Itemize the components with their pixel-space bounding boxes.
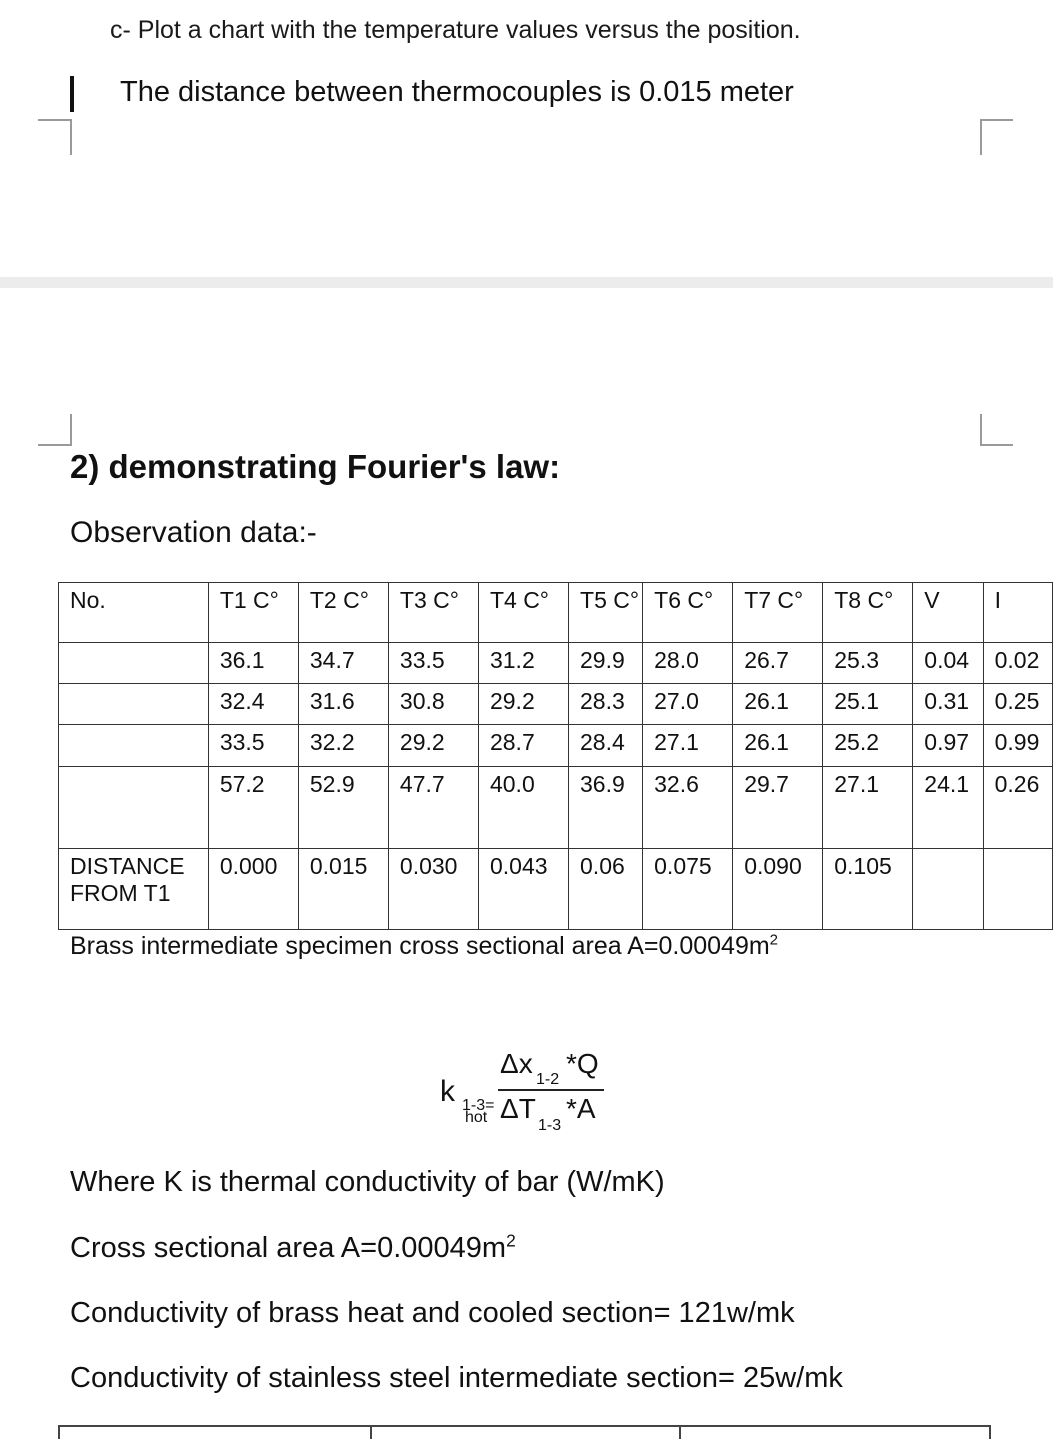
table-cell: 0.02	[983, 643, 1052, 684]
observation-table	[58, 582, 1053, 930]
header-cell: T3 C°	[388, 583, 478, 643]
area-superscript: 2	[506, 1230, 516, 1251]
crop-mark-top-right	[980, 119, 1013, 155]
formula-denominator: ΔT	[500, 1093, 536, 1124]
table-cell	[59, 643, 209, 684]
next-table-top-border	[58, 1425, 990, 1427]
fraction-bar	[498, 1089, 604, 1091]
distance-cell: 0.075	[643, 849, 733, 930]
table-cell: 28.7	[478, 725, 568, 767]
header-cell: T2 C°	[298, 583, 388, 643]
distance-cell: 0.043	[478, 849, 568, 930]
table-cell: 24.1	[913, 767, 983, 849]
table-cell: 30.8	[388, 684, 478, 725]
table-cell: 33.5	[208, 725, 298, 767]
table-cell: 31.2	[478, 643, 568, 684]
distance-label: DISTANCE FROM T1	[59, 849, 209, 930]
steel-conductivity: Conductivity of stainless steel intermediate section= 25w/mk	[70, 1362, 843, 1394]
header-cell: T1 C°	[208, 583, 298, 643]
formula-k: k	[440, 1075, 455, 1108]
header-cell: T7 C°	[733, 583, 823, 643]
header-cell: T6 C°	[643, 583, 733, 643]
table-cell	[59, 684, 209, 725]
caption-text: Brass intermediate specimen cross sectional area A=0.00049m	[70, 932, 770, 960]
formula-numerator-subscript: 1-2	[536, 1071, 560, 1088]
table-cell: 47.7	[388, 767, 478, 849]
distance-cell: 0.000	[208, 849, 298, 930]
table-cell: 0.31	[913, 684, 983, 725]
table-cell	[59, 767, 209, 849]
table-cell: 28.0	[643, 643, 733, 684]
crop-mark-top-left	[38, 119, 72, 155]
table-cell: 34.7	[298, 643, 388, 684]
table-cell: 29.7	[733, 767, 823, 849]
area-note	[70, 1232, 516, 1265]
formula-denominator-subscript: 1-3	[538, 1117, 562, 1134]
table-header-row	[59, 583, 1053, 643]
table-row	[59, 643, 1053, 684]
distance-cell: 0.06	[569, 849, 643, 930]
table-row	[59, 725, 1053, 767]
distance-cell: 0.030	[388, 849, 478, 930]
specimen-caption	[70, 932, 778, 961]
table-cell: 0.99	[983, 725, 1052, 767]
distance-cell	[983, 849, 1052, 930]
brass-conductivity: Conductivity of brass heat and cooled section= 121w/mk	[70, 1297, 795, 1329]
area-text: Cross sectional area A=0.00049m	[70, 1232, 507, 1264]
crop-mark-bottom-right	[980, 414, 1013, 446]
formula-k-subscript: 1-3=	[462, 1097, 495, 1114]
fourier-formula	[440, 1045, 620, 1145]
instruction-c: c- Plot a chart with the temperature values versus the position.	[110, 16, 801, 44]
text-cursor	[70, 76, 74, 112]
table-cell: 36.1	[208, 643, 298, 684]
table-cell: 26.1	[733, 684, 823, 725]
table-cell: 0.26	[983, 767, 1052, 849]
distance-cell	[913, 849, 983, 930]
table-cell: 0.97	[913, 725, 983, 767]
formula-denominator-tail: *A	[566, 1093, 596, 1124]
header-cell: V	[913, 583, 983, 643]
table-cell: 0.04	[913, 643, 983, 684]
table-cell: 27.1	[643, 725, 733, 767]
k-definition: Where K is thermal conductivity of bar (W/mK)	[70, 1166, 665, 1198]
table-cell: 40.0	[478, 767, 568, 849]
table-cell: 25.1	[823, 684, 913, 725]
header-cell: T8 C°	[823, 583, 913, 643]
table-cell: 28.4	[569, 725, 643, 767]
table-cell: 57.2	[208, 767, 298, 849]
table-cell: 29.2	[388, 725, 478, 767]
header-cell: I	[983, 583, 1052, 643]
table-cell: 28.3	[569, 684, 643, 725]
table-cell: 26.1	[733, 725, 823, 767]
table-cell: 52.9	[298, 767, 388, 849]
table-cell: 32.2	[298, 725, 388, 767]
table-cell: 26.7	[733, 643, 823, 684]
table-cell: 29.2	[478, 684, 568, 725]
table-cell: 0.25	[983, 684, 1052, 725]
table-cell: 27.1	[823, 767, 913, 849]
observation-label: Observation data:-	[70, 516, 317, 549]
table-cell: 36.9	[569, 767, 643, 849]
table-cell: 31.6	[298, 684, 388, 725]
page-separator	[0, 277, 1053, 288]
distance-row	[59, 849, 1053, 930]
header-cell: No.	[59, 583, 209, 643]
table-row	[59, 767, 1053, 849]
table-cell: 25.3	[823, 643, 913, 684]
distance-note: The distance between thermocouples is 0.015 meter	[120, 76, 794, 108]
table-cell: 27.0	[643, 684, 733, 725]
formula-numerator: Δx	[500, 1048, 533, 1079]
table-cell: 32.4	[208, 684, 298, 725]
table-row	[59, 684, 1053, 725]
distance-cell: 0.105	[823, 849, 913, 930]
table-cell: 32.6	[643, 767, 733, 849]
section-heading: 2) demonstrating Fourier's law:	[70, 448, 561, 485]
header-cell: T5 C°	[569, 583, 643, 643]
caption-superscript: 2	[769, 931, 779, 949]
table-cell: 29.9	[569, 643, 643, 684]
table-cell: 33.5	[388, 643, 478, 684]
table-cell: 25.2	[823, 725, 913, 767]
header-cell: T4 C°	[478, 583, 568, 643]
crop-mark-bottom-left	[38, 414, 72, 446]
distance-cell: 0.090	[733, 849, 823, 930]
formula-k-hot: hot	[465, 1109, 488, 1126]
table-cell	[59, 725, 209, 767]
formula-numerator-tail: *Q	[566, 1048, 599, 1079]
distance-cell: 0.015	[298, 849, 388, 930]
